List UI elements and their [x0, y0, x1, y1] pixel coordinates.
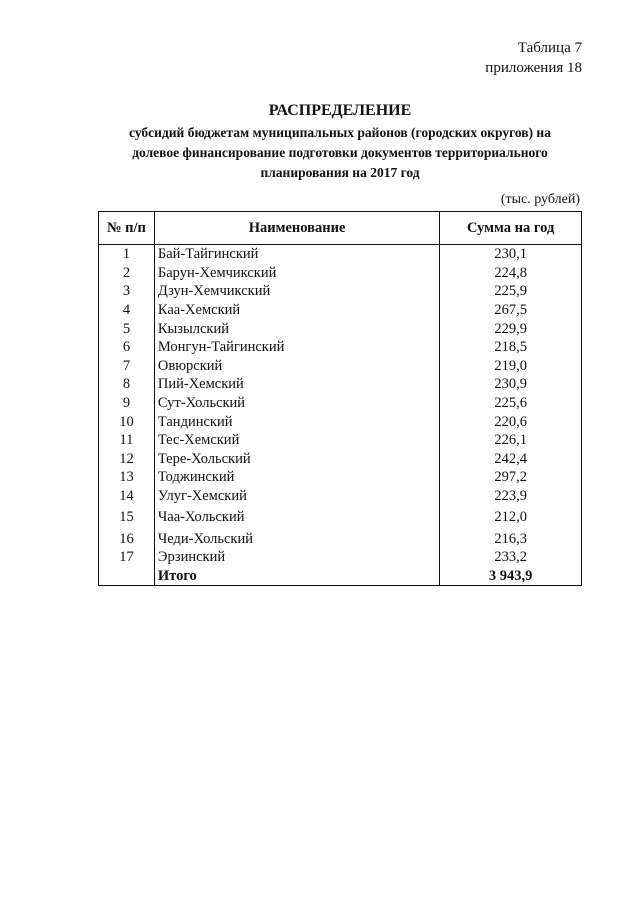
total-row [99, 567, 582, 586]
appendix-table-number: Таблица 7 [517, 40, 582, 56]
sum-cell: 223,9 [440, 487, 582, 506]
table-row [99, 319, 582, 338]
district-name-cell: Бай-Тайгинский [154, 245, 439, 264]
table-row [99, 487, 582, 506]
sum-cell: 220,6 [440, 412, 582, 431]
table-row [99, 357, 582, 376]
district-name-cell: Овюрский [154, 357, 439, 376]
sum-cell: 297,2 [440, 468, 582, 487]
district-name-cell: Эрзинский [154, 548, 439, 567]
sum-cell: 218,5 [440, 338, 582, 357]
sum-cell: 242,4 [440, 450, 582, 469]
table-row [99, 450, 582, 469]
column-header-name: Наименование [154, 212, 439, 245]
district-name-cell: Тере-Хольский [154, 450, 439, 469]
row-number-cell: 11 [99, 431, 155, 450]
sum-cell: 230,1 [440, 245, 582, 264]
sum-cell: 230,9 [440, 375, 582, 394]
total-sum: 3 943,9 [440, 567, 582, 586]
table-row [99, 282, 582, 301]
row-number-cell: 17 [99, 548, 155, 567]
row-number-cell: 1 [99, 245, 155, 264]
district-name-cell: Каа-Хемский [154, 301, 439, 320]
district-name-cell: Чеди-Хольский [154, 529, 439, 548]
row-number-cell: 16 [99, 529, 155, 548]
table-body [99, 245, 582, 586]
column-header-sum: Сумма на год [440, 212, 582, 245]
table-row [99, 338, 582, 357]
sum-cell: 267,5 [440, 301, 582, 320]
row-number-cell: 6 [99, 338, 155, 357]
row-number-cell: 4 [99, 301, 155, 320]
table-row [99, 505, 582, 529]
row-number-cell: 2 [99, 264, 155, 283]
table-row [99, 301, 582, 320]
row-number-cell: 12 [99, 450, 155, 469]
district-name-cell: Тандинский [154, 412, 439, 431]
table-row [99, 468, 582, 487]
document-subtitle [90, 123, 590, 183]
subtitle-line: долевое финансирование подготовки документов территориального [132, 145, 548, 160]
document-heading [90, 101, 590, 183]
column-header-number: № п/п [99, 212, 155, 245]
appendix-reference [485, 38, 582, 78]
appendix-attachment-number: приложения 18 [485, 60, 582, 76]
row-number-cell: 15 [99, 505, 155, 529]
row-number-cell: 10 [99, 412, 155, 431]
row-number-cell: 9 [99, 394, 155, 413]
sum-cell: 229,9 [440, 319, 582, 338]
row-number-cell: 13 [99, 468, 155, 487]
district-name-cell: Сут-Хольский [154, 394, 439, 413]
row-number-cell: 8 [99, 375, 155, 394]
district-name-cell: Барун-Хемчикский [154, 264, 439, 283]
sum-cell: 225,6 [440, 394, 582, 413]
sum-cell: 224,8 [440, 264, 582, 283]
district-name-cell: Улуг-Хемский [154, 487, 439, 506]
subtitle-line: планирования на 2017 год [260, 165, 420, 180]
district-name-cell: Дзун-Хемчикский [154, 282, 439, 301]
sum-cell: 219,0 [440, 357, 582, 376]
total-number-cell [99, 567, 155, 586]
subtitle-line: субсидий бюджетам муниципальных районов (городских округов) на [129, 125, 551, 140]
subsidies-table [98, 211, 582, 586]
sum-cell: 233,2 [440, 548, 582, 567]
table-header-row [99, 212, 582, 245]
district-name-cell: Пий-Хемский [154, 375, 439, 394]
row-number-cell: 7 [99, 357, 155, 376]
sum-cell: 226,1 [440, 431, 582, 450]
document-title: РАСПРЕДЕЛЕНИЕ [268, 102, 412, 119]
sum-cell: 216,3 [440, 529, 582, 548]
district-name-cell: Тоджинский [154, 468, 439, 487]
district-name-cell: Монгун-Тайгинский [154, 338, 439, 357]
table-row [99, 431, 582, 450]
row-number-cell: 14 [99, 487, 155, 506]
sum-cell: 225,9 [440, 282, 582, 301]
row-number-cell: 3 [99, 282, 155, 301]
table-row [99, 529, 582, 548]
table-row [99, 394, 582, 413]
unit-note: (тыс. рублей) [500, 192, 580, 207]
row-number-cell: 5 [99, 319, 155, 338]
table-row [99, 245, 582, 264]
total-label: Итого [154, 567, 439, 586]
table-row [99, 548, 582, 567]
table-row [99, 375, 582, 394]
district-name-cell: Тес-Хемский [154, 431, 439, 450]
district-name-cell: Кызылский [154, 319, 439, 338]
table-row [99, 264, 582, 283]
table-row [99, 412, 582, 431]
district-name-cell: Чаа-Хольский [154, 505, 439, 529]
sum-cell: 212,0 [440, 505, 582, 529]
